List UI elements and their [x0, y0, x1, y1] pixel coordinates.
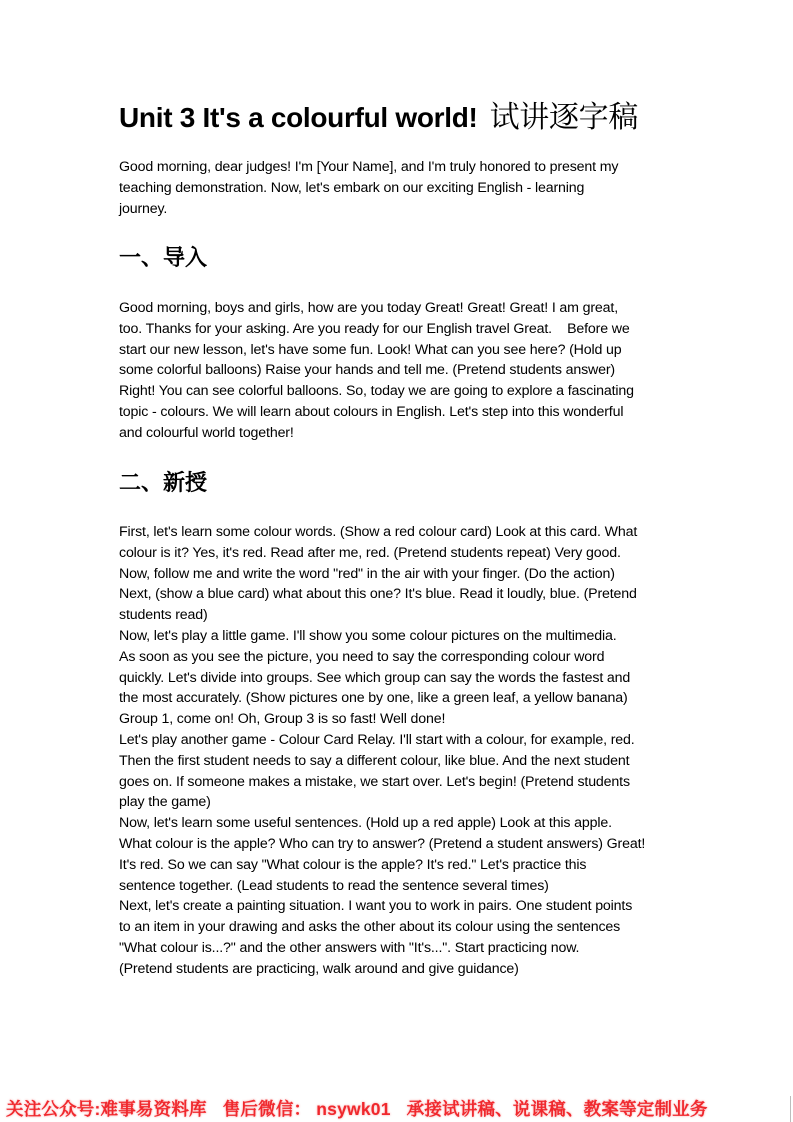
footer-service-offer: 承接试讲稿、说课稿、教案等定制业务: [406, 1099, 708, 1119]
text-line: sentence together. (Lead students to read the sentence several times): [119, 877, 549, 894]
text-line: Next, let's create a painting situation. I want you to work in pairs. One student points: [119, 898, 633, 915]
text-line: quickly. Let's divide into groups. See which group can say the words the fastest and: [119, 669, 631, 686]
text-line: Now, let's play a little game. I'll show you some colour pictures on the multimedia.: [119, 627, 617, 644]
text-line: and colourful world together!: [119, 424, 294, 441]
text-line: teaching demonstration. Now, let's embark on our exciting English - learning: [119, 179, 585, 196]
text-line: some colorful balloons) Raise your hands and tell me. (Pretend students answer): [119, 362, 616, 379]
text-line: students read): [119, 607, 208, 624]
section-heading-intro: 一、导入: [119, 245, 208, 270]
text-line: "What colour is...?" and the other answers with "It's...". Start practicing now.: [119, 939, 580, 956]
text-line: What colour is the apple? Who can try to answer? (Pretend a student answers) Great!: [119, 835, 646, 852]
new-lesson-section-body: [119, 522, 684, 980]
text-line: journey.: [119, 200, 168, 217]
document-title-english: Unit 3 It's a colourful world!: [119, 102, 478, 133]
text-line: Next, (show a blue card) what about this one? It's blue. Read it loudly, blue. (Pretend: [119, 586, 637, 603]
text-line: start our new lesson, let's have some fun. Look! What can you see here? (Hold up: [119, 341, 622, 358]
text-line: Good morning, boys and girls, how are you today Great! Great! Great! I am great,: [119, 300, 618, 316]
text-line: Group 1, come on! Oh, Group 3 is so fast! Well done!: [119, 711, 446, 728]
intro-section-paragraph: [119, 298, 684, 444]
paragraph-card-relay: [119, 730, 684, 813]
page-edge-divider: [790, 1096, 791, 1122]
paragraph-useful-sentences: [119, 813, 684, 896]
paragraph-picture-game: [119, 626, 684, 730]
text-line: As soon as you see the picture, you need to say the corresponding colour word: [119, 648, 605, 665]
text-line: too. Thanks for your asking. Are you ready for our English travel Great. Before we: [119, 320, 630, 337]
text-line: It's red. So we can say "What colour is the apple? It's red." Let's practice this: [119, 856, 587, 873]
text-line: goes on. If someone makes a mistake, we start over. Let's begin! (Pretend students: [119, 773, 630, 790]
text-line: Right! You can see colorful balloons. So, today we are going to explore a fascinating: [119, 383, 634, 400]
section-heading-new-lesson: 二、新授: [119, 470, 208, 495]
text-line: Now, follow me and write the word "red" in the air with your finger. (Do the action): [119, 565, 615, 582]
text-line: topic - colours. We will learn about colours in English. Let's step into this wonderful: [119, 403, 624, 420]
footer-promo-banner: [6, 1097, 793, 1121]
text-line: play the game): [119, 794, 211, 811]
footer-wechat-contact: 售后微信： nsywk01: [222, 1099, 391, 1119]
text-line: the most accurately. (Show pictures one by one, like a green leaf, a yellow banana): [119, 690, 628, 707]
text-line: Now, let's learn some useful sentences. (Hold up a red apple) Look at this apple.: [119, 815, 612, 832]
footer-follow-account: 关注公众号:难事易资料库: [6, 1099, 207, 1119]
document-title: [119, 98, 638, 138]
text-line: colour is it? Yes, it's red. Read after me, red. (Pretend students repeat) Very good.: [119, 544, 621, 561]
intro-paragraph: [119, 157, 684, 219]
document-title-chinese: 试讲逐字稿: [489, 101, 639, 134]
text-line: First, let's learn some colour words. (Show a red colour card) Look at this card. What: [119, 524, 638, 540]
text-line: (Pretend students are practicing, walk around and give guidance): [119, 960, 519, 977]
text-line: Good morning, dear judges! I'm [Your Name], and I'm truly honored to present my: [119, 159, 619, 175]
text-line: Then the first student needs to say a different colour, like blue. And the next student: [119, 752, 630, 769]
paragraph-colour-words: [119, 522, 684, 626]
text-line: Let's play another game - Colour Card Relay. I'll start with a colour, for example, red.: [119, 731, 635, 748]
text-line: to an item in your drawing and asks the other about its colour using the sentences: [119, 919, 621, 936]
paragraph-pair-work: [119, 896, 684, 979]
